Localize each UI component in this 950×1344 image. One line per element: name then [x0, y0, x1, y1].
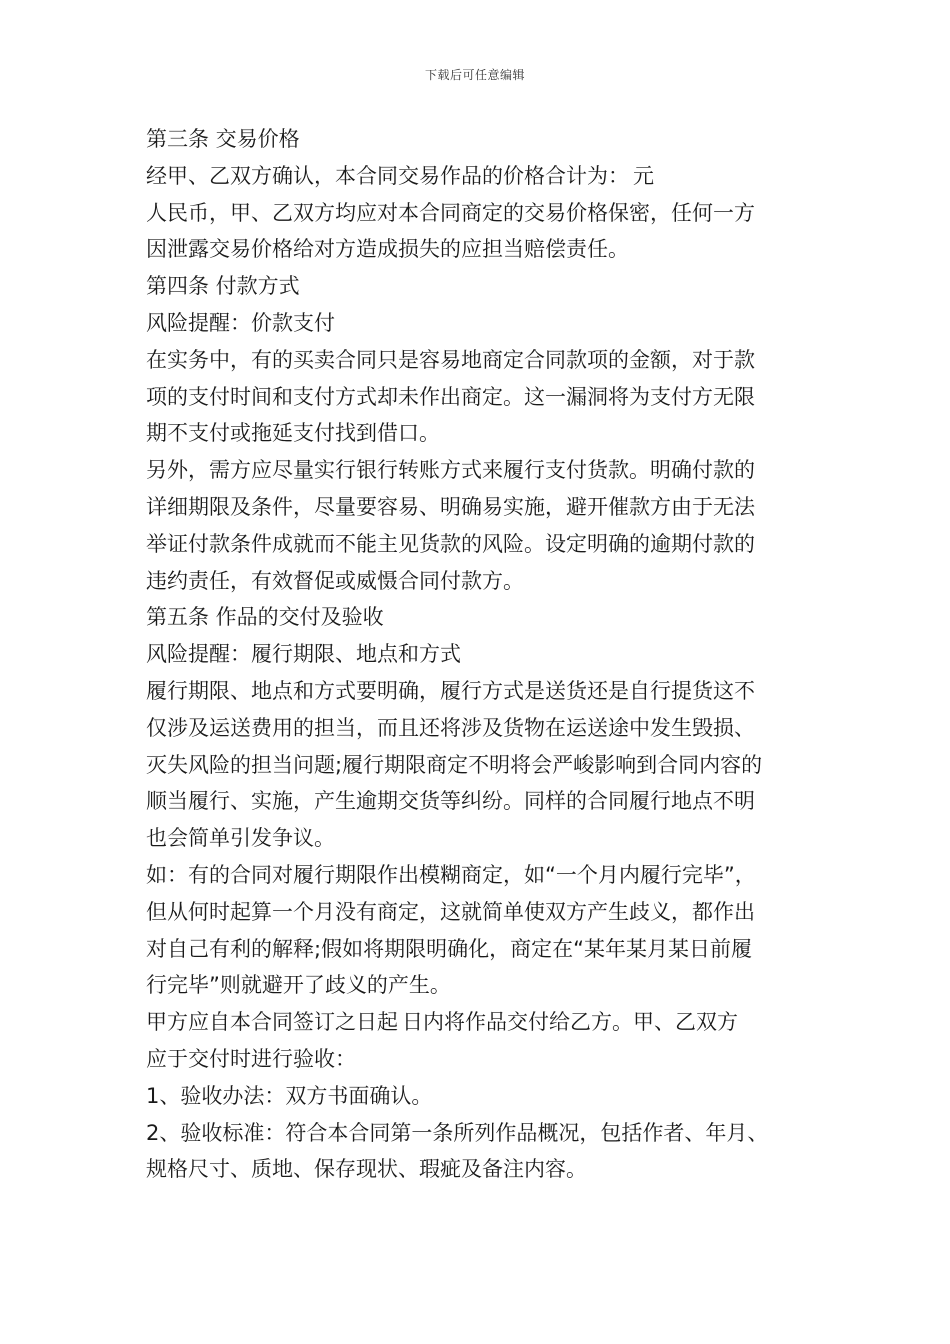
- paragraph-line: 顺当履行、实施，产生逾期交货等纠纷。同样的合同履行地点不明: [146, 789, 755, 814]
- page-header: 下载后可任意编辑: [424, 68, 525, 82]
- paragraph-line: 履行期限、地点和方式要明确，履行方式是送货还是自行提货这不: [146, 678, 755, 703]
- paragraph-line: 另外，需方应尽量实行银行转账方式来履行支付货款。明确付款的: [146, 458, 755, 483]
- price-clause-text: 经甲、乙双方确认，本合同交易作品的价格合计为：: [146, 163, 629, 188]
- risk-note-heading: 风险提醒：履行期限、地点和方式: [146, 642, 461, 667]
- paragraph-line: 但从何时起算一个月没有商定，这就简单使双方产生歧义，都作出: [146, 899, 755, 924]
- currency-unit: 元: [633, 163, 654, 188]
- delivery-clause-line: [146, 1004, 826, 1041]
- article-5-heading: 第五条 作品的交付及验收: [146, 605, 384, 630]
- paragraph-line: 如：有的合同对履行期限作出模糊商定，如“一个月内履行完毕”，: [146, 862, 756, 887]
- paragraph-line: 也会简单引发争议。: [146, 826, 335, 851]
- paragraph-line: 详细期限及条件，尽量要容易、明确易实施，避开催款方由于无法: [146, 494, 755, 519]
- price-clause-line: [146, 158, 826, 195]
- paragraph-line: 期不支付或拖延支付找到借口。: [146, 421, 440, 446]
- article-3-heading: 第三条 交易价格: [146, 127, 300, 151]
- paragraph-line: 因泄露交易价格给对方造成损失的应担当赔偿责任。: [146, 237, 629, 262]
- article-4-heading: 第四条 付款方式: [146, 274, 300, 299]
- paragraph-line: 人民币，甲、乙双方均应对本合同商定的交易价格保密，任何一方: [146, 200, 755, 225]
- paragraph-line: 举证付款条件成就而不能主见货款的风险。设定明确的逾期付款的: [146, 531, 755, 556]
- paragraph-line: 仅涉及运送费用的担当，而且还将涉及货物在运送途中发生毁损、: [146, 715, 755, 740]
- paragraph-line: 在实务中，有的买卖合同只是容易地商定合同款项的金额，对于款: [146, 347, 755, 372]
- risk-note-heading: 风险提醒：价款支付: [146, 310, 335, 335]
- list-item: 2、验收标准：符合本合同第一条所列作品概况，包括作者、年月、: [146, 1120, 769, 1145]
- paragraph-line: 项的支付时间和支付方式却未作出商定。这一漏洞将为支付方无限: [146, 384, 755, 409]
- document-body: [146, 121, 826, 1188]
- paragraph-line: 灭失风险的担当问题;履行期限商定不明将会严峻影响到合同内容的: [146, 752, 763, 777]
- paragraph-line: 应于交付时进行验收：: [146, 1046, 356, 1071]
- paragraph-line: 违约责任，有效督促或威慑合同付款方。: [146, 568, 524, 593]
- list-item: 1、验收办法：双方书面确认。: [146, 1083, 433, 1108]
- delivery-clause-text: 甲方应自本合同签订之日起: [146, 1010, 398, 1035]
- delivery-clause-rest: 日内将作品交付给乙方。甲、乙双方: [402, 1010, 738, 1035]
- paragraph-line: 行完毕”则就避开了歧义的产生。: [146, 973, 451, 998]
- paragraph-line: 对自己有利的解释;假如将期限明确化，商定在“某年某月某日前履: [146, 936, 752, 961]
- list-item-continuation: 规格尺寸、质地、保存现状、瑕疵及备注内容。: [146, 1157, 587, 1182]
